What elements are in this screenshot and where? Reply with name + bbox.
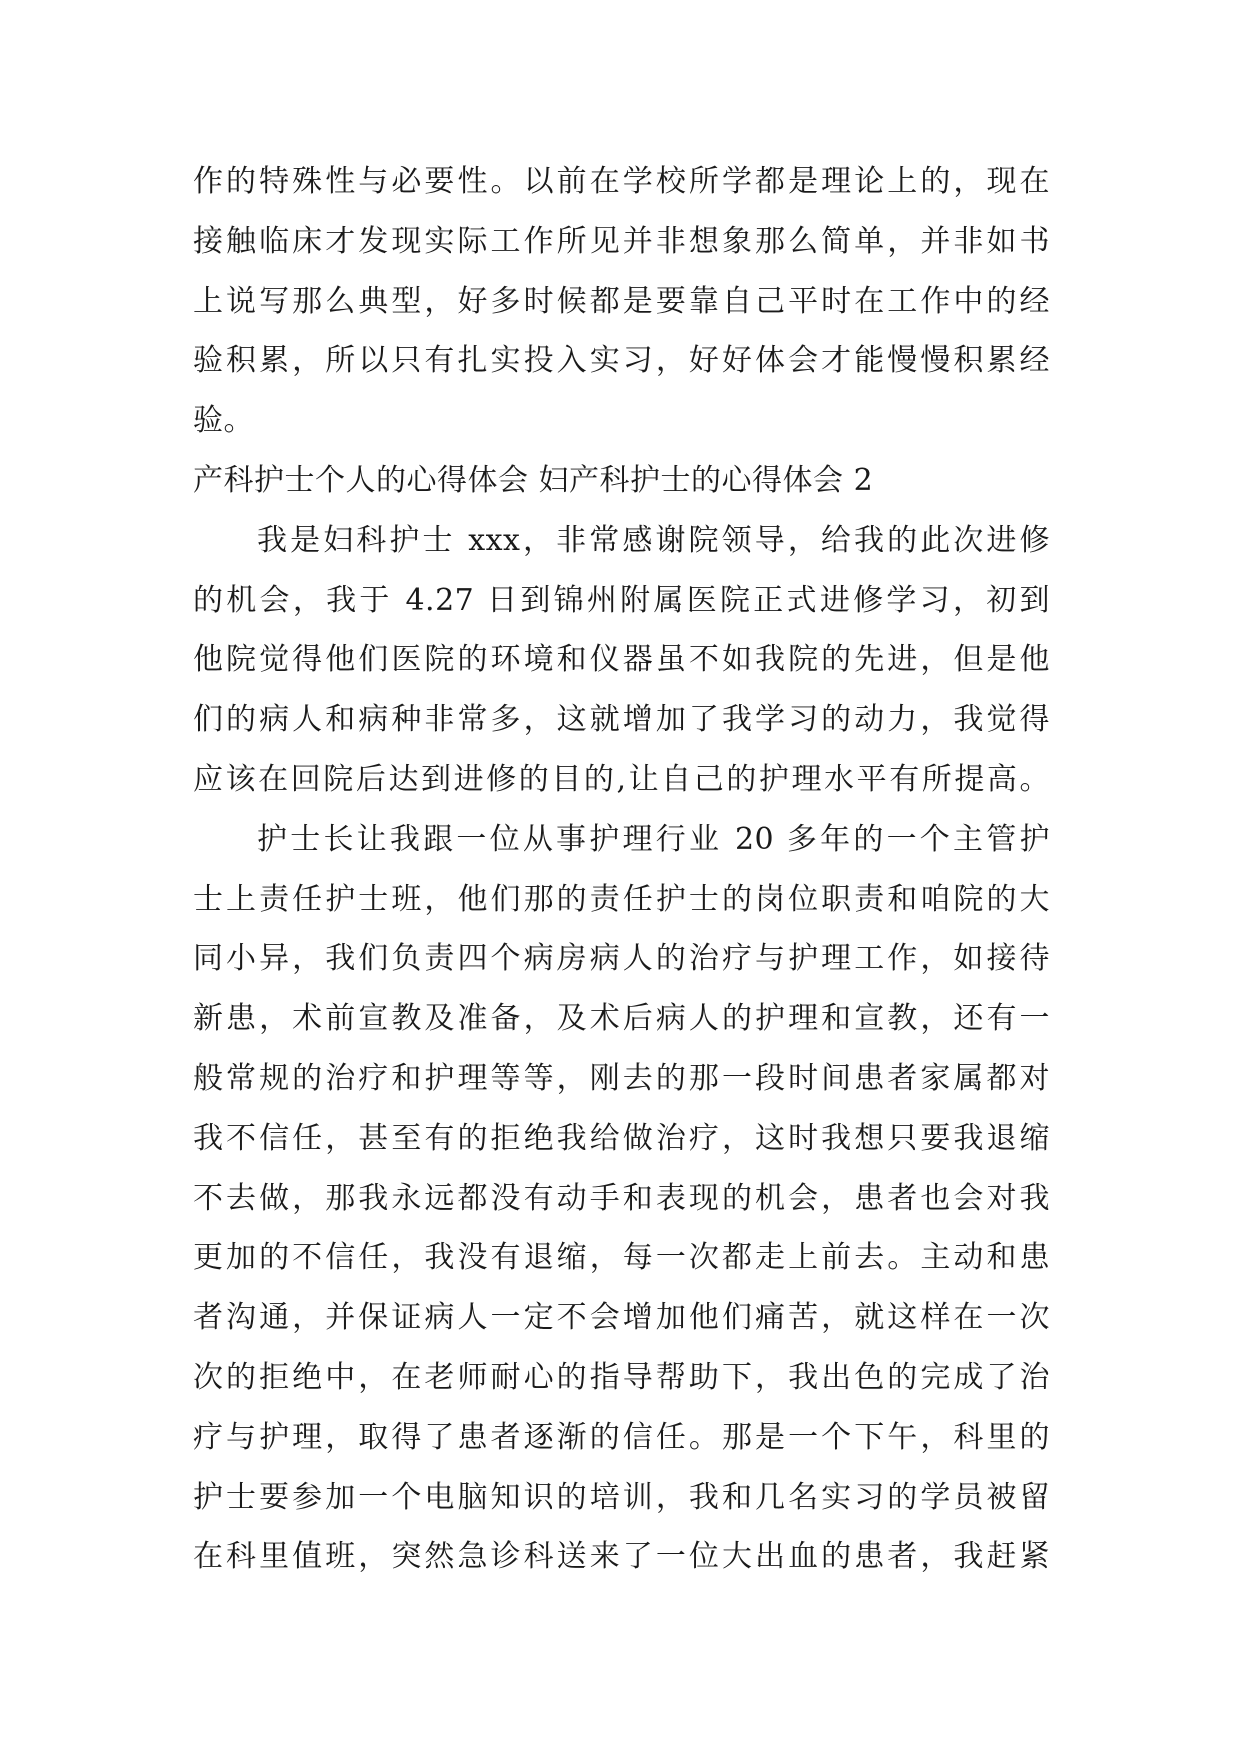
text-line: 次的拒绝中，在老师耐心的指导帮助下，我出色的完成了治	[193, 1359, 1050, 1395]
text-line: 的机会，我于 4.27 日到锦州附属医院正式进修学习，初到	[193, 582, 1050, 618]
text-line: 护士长让我跟一位从事护理行业 20 多年的一个主管护	[257, 821, 1050, 857]
text-line: 同小异，我们负责四个病房病人的治疗与护理工作，如接待	[193, 941, 1050, 977]
text-line: 者沟通，并保证病人一定不会增加他们痛苦，就这样在一次	[193, 1300, 1050, 1336]
section-heading: 产科护士个人的心得体会 妇产科护士的心得体会 2	[193, 462, 874, 498]
paragraph-3	[193, 810, 1050, 1587]
text-line: 不去做，那我永远都没有动手和表现的机会，患者也会对我	[193, 1180, 1050, 1216]
text-line: 士上责任护士班，他们那的责任护士的岗位职责和咱院的大	[193, 881, 1050, 917]
text-line: 作的特殊性与必要性。以前在学校所学都是理论上的，现在	[193, 164, 1050, 199]
text-line: 更加的不信任，我没有退缩，每一次都走上前去。主动和患	[193, 1240, 1050, 1276]
paragraph-2	[193, 511, 1050, 810]
text-line: 接触临床才发现实际工作所见并非想象那么简单，并非如书	[193, 223, 1050, 259]
text-line: 验。	[193, 403, 254, 439]
document-body	[193, 152, 1050, 1587]
text-line: 我是妇科护士 xxx，非常感谢院领导，给我的此次进修	[257, 522, 1050, 558]
text-line: 护士要参加一个电脑知识的培训，我和几名实习的学员被留	[193, 1479, 1050, 1515]
paragraph-1	[193, 152, 1050, 451]
text-line: 上说写那么典型，好多时候都是要靠自己平时在工作中的经	[193, 283, 1050, 319]
text-line: 们的病人和病种非常多，这就增加了我学习的动力，我觉得	[193, 702, 1050, 738]
text-line: 应该在回院后达到进修的目的,让自己的护理水平有所提高。	[193, 761, 1050, 797]
text-line: 般常规的治疗和护理等等，刚去的那一段时间患者家属都对	[193, 1060, 1050, 1096]
text-line: 验积累，所以只有扎实投入实习，好好体会才能慢慢积累经	[193, 343, 1050, 379]
text-line: 我不信任，甚至有的拒绝我给做治疗，这时我想只要我退缩	[193, 1120, 1050, 1156]
text-line: 他院觉得他们医院的环境和仪器虽不如我院的先进，但是他	[193, 642, 1050, 678]
text-line: 疗与护理，取得了患者逐渐的信任。那是一个下午，科里的	[193, 1419, 1050, 1455]
text-line: 新患，术前宣教及准备，及术后病人的护理和宣教，还有一	[193, 1001, 1050, 1037]
text-line: 在科里值班，突然急诊科送来了一位大出血的患者，我赶紧	[193, 1539, 1050, 1575]
